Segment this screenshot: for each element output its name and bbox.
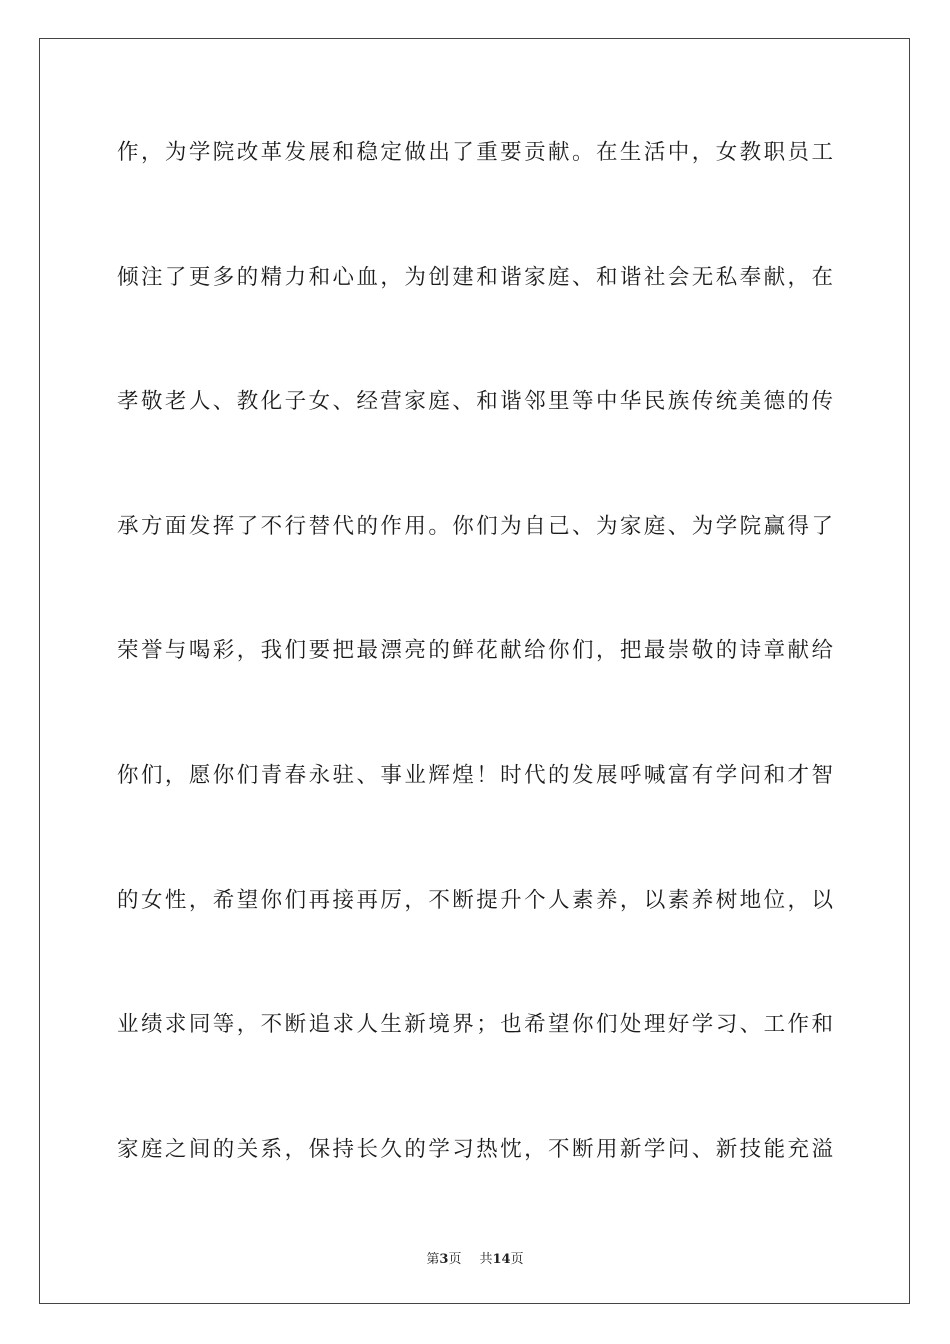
page-number-suffix: 页 <box>448 1252 462 1267</box>
body-line: 业绩求同等，不断追求人生新境界；也希望你们处理好学习、工作和 <box>117 1012 833 1038</box>
body-line: 作，为学院改革发展和稳定做出了重要贡献。在生活中，女教职员工 <box>117 140 833 165</box>
body-line: 的女性，希望你们再接再厉，不断提升个人素养，以素养树地位，以 <box>117 887 833 913</box>
page-footer <box>0 1248 950 1267</box>
body-line: 家庭之间的关系，保持长久的学习热忱，不断用新学问、新技能充溢 <box>117 1136 833 1162</box>
document-body <box>117 130 833 1251</box>
total-pages-suffix: 页 <box>510 1252 524 1267</box>
body-line: 孝敬老人、教化子女、经营家庭、和谐邻里等中华民族传统美德的传 <box>117 389 833 415</box>
total-page-count: 14 <box>492 1252 511 1267</box>
body-line: 你们，愿你们青春永驻、事业辉煌！时代的发展呼喊富有学问和才智 <box>117 762 833 788</box>
body-line: 荣誉与喝彩，我们要把最漂亮的鲜花献给你们，把最崇敬的诗章献给 <box>117 638 833 664</box>
total-pages-prefix: 共 <box>479 1252 493 1267</box>
current-page-number: 3 <box>439 1252 449 1267</box>
body-line: 倾注了更多的精力和心血，为创建和谐家庭、和谐社会无私奉献，在 <box>117 264 833 290</box>
body-line: 承方面发挥了不行替代的作用。你们为自己、为家庭、为学院赢得了 <box>117 513 833 539</box>
page-number-prefix: 第 <box>426 1252 440 1267</box>
